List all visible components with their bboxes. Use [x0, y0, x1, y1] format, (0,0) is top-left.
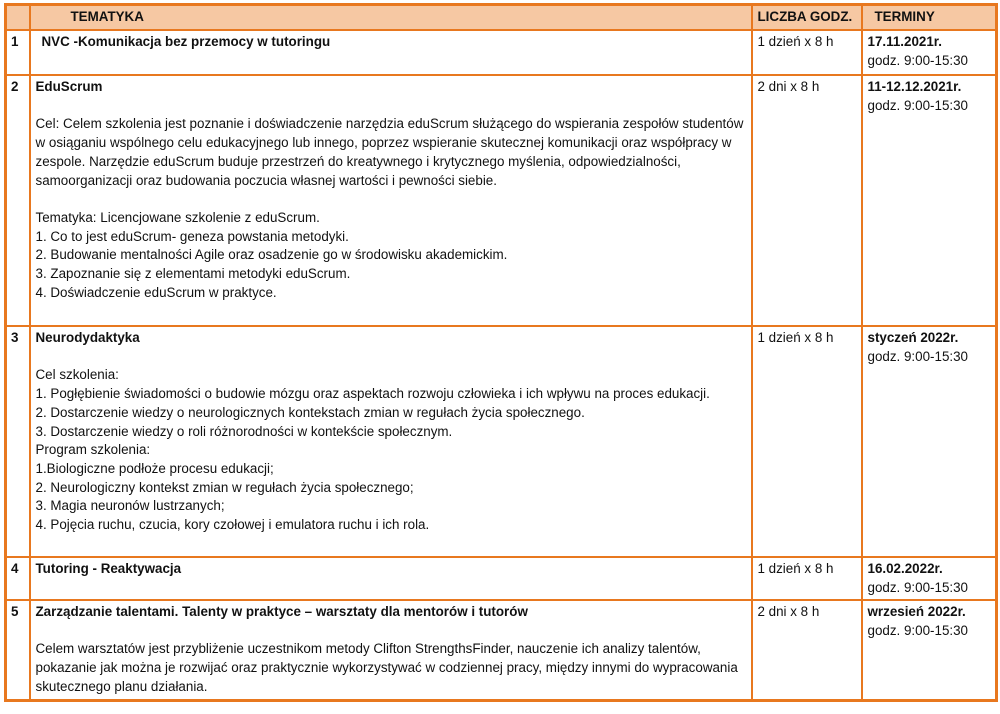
hours-cell: 2 dni x 8 h — [752, 75, 862, 326]
topic-list-item: 2. Budowanie mentalności Agile oraz osadzenie go w środowisku akademickim. — [35, 247, 508, 263]
header-topic: TEMATYKA — [30, 5, 752, 31]
topic-list-item: 1. Co to jest eduScrum- geneza powstania metodyki. — [35, 228, 349, 244]
dates-cell — [862, 326, 997, 557]
topic-cell — [30, 75, 752, 326]
training-schedule-table — [4, 3, 998, 702]
goal-list-item: 3. Dostarczenie wiedzy o roli różnorodności w kontekście społecznym. — [35, 423, 453, 439]
topic-cell — [30, 600, 752, 701]
topic-intro-text: Tematyka: Licencjowane szkolenie z eduScrum. — [35, 209, 320, 225]
topic-goal-text: Celem warsztatów jest przybliżenie uczestnikom metody Clifton StrengthsFinder, nauczenie ich analizy talentów, pokazanie jak można je rozwijać oraz praktycznie wykorzystywać w codziennej pracy, między innymi do wypracowania skutecznego planu działania. — [35, 641, 738, 694]
date-value: 11-12.12.2021r. — [867, 79, 962, 94]
hours-cell: 1 dzień x 8 h — [752, 326, 862, 557]
goal-list-item: 2. Dostarczenie wiedzy o neurologicznych kontekstach zmian w regułach życia społecznego. — [35, 404, 585, 420]
hours-cell: 1 dzień x 8 h — [752, 557, 862, 600]
hours-cell: 2 dni x 8 h — [752, 600, 862, 701]
time-value: godz. 9:00-15:30 — [867, 97, 969, 113]
topic-cell — [30, 326, 752, 557]
dates-cell — [862, 75, 997, 326]
training-schedule-container — [4, 3, 998, 702]
topic-goal-text: Cel: Celem szkolenia jest poznanie i doświadczenie narzędzia eduScrum służącego do wspierania zespołów studentów w osiąganiu wspólnego celu edukacyjnego lub innego, poprzez wspieranie skutecznej komunikacji oraz współpracy w zespole. Narzędzie eduScrum buduje przestrzeń do kreatywnego i krytycznego myślenia, odpowiedzialności, samoorganizacji oraz budowania poczucia własnej wartości i pewności siebie. — [35, 116, 744, 188]
time-value: godz. 9:00-15:30 — [867, 52, 969, 68]
row-number: 1 — [6, 30, 30, 75]
table-row — [6, 600, 997, 701]
header-hours: LICZBA GODZ. — [752, 5, 862, 31]
header-number — [6, 5, 30, 31]
topic-title: Neurodydaktyka — [35, 330, 140, 345]
program-heading: Program szkolenia: — [35, 442, 151, 458]
dates-cell — [862, 600, 997, 701]
time-value: godz. 9:00-15:30 — [867, 622, 969, 638]
program-list-item: 3. Magia neuronów lustrzanych; — [35, 498, 225, 514]
row-number: 2 — [6, 75, 30, 326]
date-value: 17.11.2021r. — [867, 34, 942, 49]
topic-cell — [30, 557, 752, 600]
table-row — [6, 30, 997, 75]
table-row — [6, 326, 997, 557]
date-value: 16.02.2022r. — [867, 561, 943, 576]
table-row — [6, 557, 997, 600]
topic-list-item: 3. Zapoznanie się z elementami metodyki eduScrum. — [35, 266, 351, 281]
time-value: godz. 9:00-15:30 — [867, 579, 969, 595]
table-header-row — [6, 5, 997, 31]
row-number: 3 — [6, 326, 30, 557]
row-number: 5 — [6, 600, 30, 701]
date-value: styczeń 2022r. — [867, 330, 959, 345]
dates-cell — [862, 30, 997, 75]
goal-heading: Cel szkolenia: — [35, 367, 119, 383]
topic-title: Zarządzanie talentami. Talenty w praktyce – warsztaty dla mentorów i tutorów — [35, 604, 528, 619]
topic-title: NVC -Komunikacja bez przemocy w tutoringu — [41, 34, 331, 49]
date-value: wrzesień 2022r. — [867, 604, 966, 619]
row-number: 4 — [6, 557, 30, 600]
goal-list-item: 1. Pogłębienie świadomości o budowie mózgu oraz aspektach rozwoju człowieka i ich wpływu na proces edukacji. — [35, 386, 710, 402]
table-row — [6, 75, 997, 326]
time-value: godz. 9:00-15:30 — [867, 348, 969, 364]
program-list-item: 2. Neurologiczny kontekst zmian w regułach życia społecznego; — [35, 479, 414, 495]
topic-cell — [30, 30, 752, 75]
program-list-item: 1.Biologiczne podłoże procesu edukacji; — [35, 460, 274, 476]
hours-cell: 1 dzień x 8 h — [752, 30, 862, 75]
topic-title: Tutoring - Reaktywacja — [35, 561, 182, 576]
program-list-item: 4. Pojęcia ruchu, czucia, kory czołowej i emulatora ruchu i ich rola. — [35, 517, 430, 533]
topic-list-item: 4. Doświadczenie eduScrum w praktyce. — [35, 284, 277, 300]
dates-cell — [862, 557, 997, 600]
topic-title: EduScrum — [35, 79, 103, 94]
header-dates: TERMINY — [862, 5, 997, 31]
